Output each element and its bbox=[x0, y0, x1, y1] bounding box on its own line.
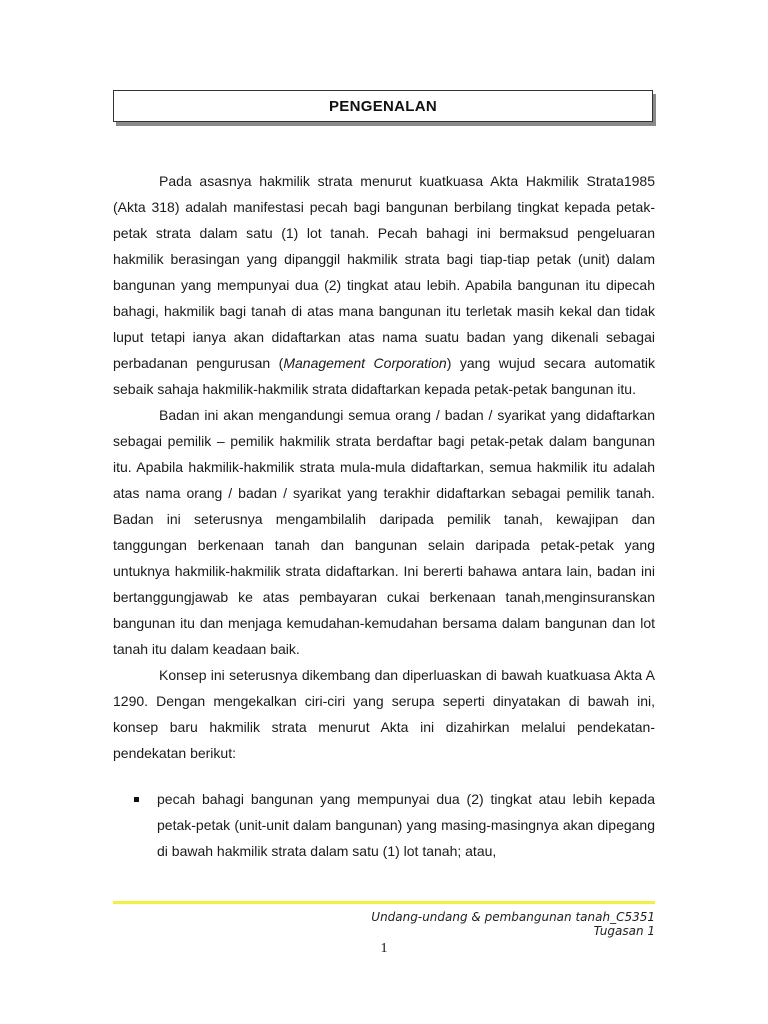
bullet-list bbox=[113, 786, 655, 864]
bullet-text: pecah bahagi bangunan yang mempunyai dua (2) tingkat atau lebih kepada petak-petak (unit-unit dalam bangunan) yang masing-masingnya akan dipegang di bawah hakmilik strata dalam satu (1) lot tanah; atau, bbox=[157, 791, 655, 859]
paragraph-1 bbox=[113, 168, 655, 402]
bullet-square-icon bbox=[134, 797, 139, 802]
paragraph-2: Badan ini akan mengandungi semua orang / badan / syarikat yang didaftarkan sebagai pemilik – pemilik hakmilik strata berdaftar bagi petak-petak dalam bangunan itu. Apabila hakmilik-hakmilik strata mula-mula didaftarkan, semua hakmilik itu adalah atas nama orang / badan / syarikat yang terakhir didaftarkan sebagai pemilik tanah. Badan ini seterusnya mengambilalih daripada pemilik tanah, kewajipan dan tanggungan berkenaan tanah dan bangunan selain daripada petak-petak yang untuknya hakmilik-hakmilik strata didaftarkan. Ini bererti bahawa antara lain, badan ini bertanggungjawab ke atas pembayaran cukai berkenaan tanah,menginsuranskan bangunan itu dan menjaga kemudahan-kemudahan bersama dalam bangunan dan lot tanah itu dalam keadaan baik. bbox=[113, 407, 655, 657]
paragraph-1-before: Pada asasnya hakmilik strata menurut kuatkuasa Akta Hakmilik Strata1985 (Akta 318) adalah manifestasi pecah bagi bangunan berbilang tingkat kepada petak-petak strata dalam satu (1) lot tanah. Pecah bahagi ini bermaksud pengeluaran hakmilik berasingan yang dipanggil hakmilik strata bagi tiap-tiap petak (unit) dalam bangunan yang mempunyai dua (2) tingkat atau lebih. Apabila bangunan itu dipecah bahagi, hakmilik bagi tanah di atas mana bangunan itu terletak masih kekal dan tidak luput tetapi ianya akan didaftarkan atas nama suatu badan yang dikenali sebagai perbadanan pengurusan ( bbox=[113, 173, 655, 371]
page-title: PENGENALAN bbox=[328, 97, 437, 115]
paragraph-1-italic: Management Corporation bbox=[283, 355, 447, 371]
page-number: 1 bbox=[380, 941, 388, 956]
footer-assignment: Tugasan 1 bbox=[593, 924, 655, 938]
body-content bbox=[113, 168, 655, 864]
footer-course: Undang-undang & pembangunan tanah_C5351 bbox=[371, 910, 655, 924]
footer-rule bbox=[113, 901, 655, 904]
footer bbox=[371, 910, 655, 938]
paragraph-3: Konsep ini seterusnya dikembang dan diperluaskan di bawah kuatkuasa Akta A 1290. Dengan mengekalkan ciri-ciri yang serupa seperti dinyatakan di bawah ini, konsep baru hakmilik strata menurut Akta ini dizahirkan melalui pendekatan-pendekatan berikut: bbox=[113, 667, 655, 761]
paragraph-1-after: ) yang wujud secara automatik sebaik sahaja hakmilik-hakmilik strata didaftarkan kepada petak-petak bangunan itu. bbox=[113, 355, 656, 397]
title-box bbox=[113, 90, 653, 122]
list-item bbox=[113, 786, 655, 864]
